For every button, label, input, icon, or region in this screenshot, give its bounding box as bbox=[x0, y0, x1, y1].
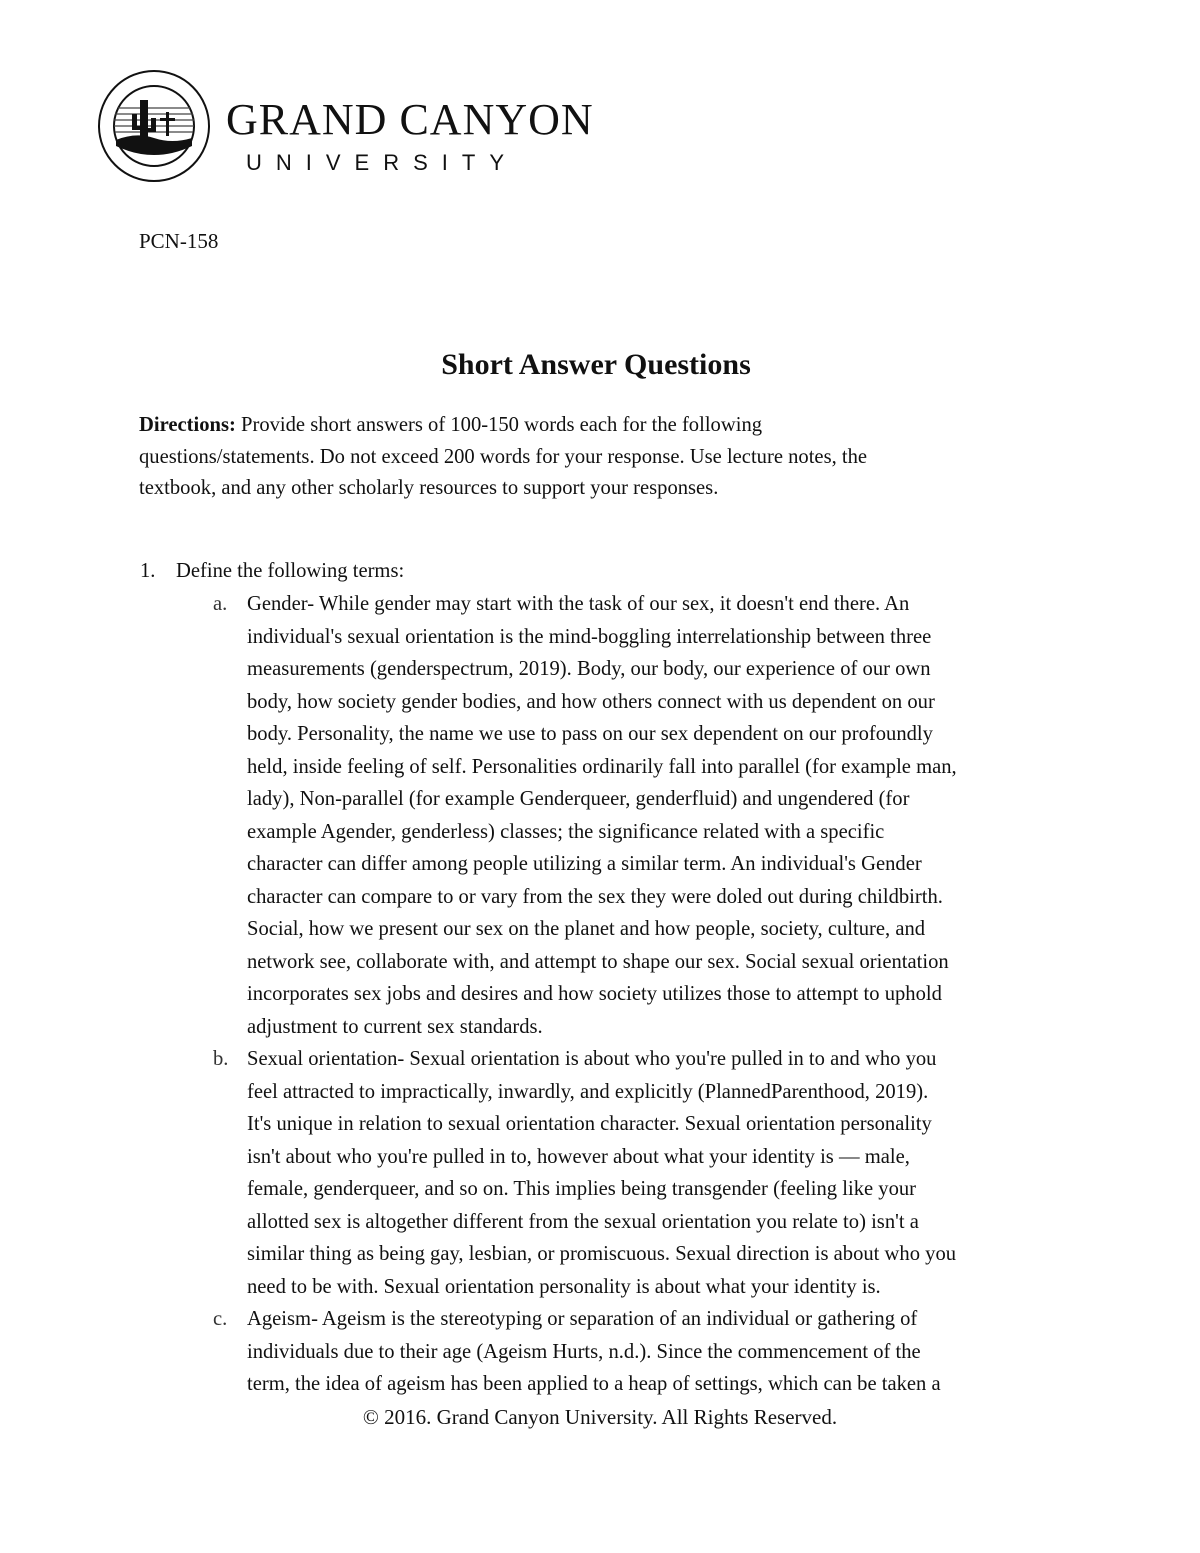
term-definition bbox=[247, 1303, 941, 1401]
definition-line: need to be with. Sexual orientation personality is about what your identity is. bbox=[247, 1275, 881, 1298]
definition-line: similar thing as being gay, lesbian, or promiscuous. Sexual direction is about who you bbox=[247, 1243, 957, 1265]
university-seal-icon bbox=[96, 68, 212, 184]
question-number: 1. bbox=[140, 560, 156, 582]
directions-line: questions/statements. Do not exceed 200 words for your response. Use lecture notes, the bbox=[139, 445, 868, 468]
definition-line: term, the idea of ageism has been applied to a heap of settings, which can be taken a bbox=[247, 1373, 941, 1395]
definition-line: measurements (genderspectrum, 2019). Body, our body, our experience of our own bbox=[247, 658, 931, 680]
definition-line: lady), Non-parallel (for example Genderqueer, genderfluid) and ungendered (for bbox=[247, 788, 910, 810]
directions-label: Directions: bbox=[139, 414, 236, 436]
term-letter: b. bbox=[213, 1048, 229, 1070]
definition-line: network see, collaborate with, and attempt to shape our sex. Social sexual orientation bbox=[247, 950, 949, 973]
page-title: Short Answer Questions bbox=[441, 348, 751, 381]
logo-wordmark: GRAND CANYON bbox=[226, 95, 594, 144]
definition-line: Sexual orientation- Sexual orientation is about who you're pulled in to and who you bbox=[247, 1048, 937, 1070]
definition-line: allotted sex is altogether different from the sexual orientation you relate to) isn't a bbox=[247, 1210, 919, 1233]
term-definition bbox=[247, 588, 957, 1043]
definition-line: Gender- While gender may start with the task of our sex, it doesn't end there. An bbox=[247, 593, 910, 615]
directions-line: textbook, and any other scholarly resources to support your responses. bbox=[139, 477, 719, 499]
definition-line: It's unique in relation to sexual orientation character. Sexual orientation personality bbox=[247, 1113, 932, 1135]
definition-line: incorporates sex jobs and desires and how society utilizes those to attempt to uphold bbox=[247, 983, 942, 1005]
definition-line: body, how society gender bodies, and how others connect with us dependent on our bbox=[247, 690, 935, 713]
definition-line: body. Personality, the name we use to pass on our sex dependent on our profoundly bbox=[247, 723, 933, 745]
term-letter: c. bbox=[213, 1308, 228, 1330]
university-logo bbox=[96, 68, 594, 188]
copyright-footer: © 2016. Grand Canyon University. All Rights Reserved. bbox=[362, 1405, 838, 1429]
directions-line: Directions: Provide short answers of 100-150 words each for the following bbox=[139, 414, 763, 436]
question-text: Define the following terms: bbox=[176, 560, 405, 582]
definition-line: individual's sexual orientation is the mind-boggling interrelationship between three bbox=[247, 625, 932, 648]
directions bbox=[139, 410, 867, 505]
course-code: PCN-158 bbox=[139, 229, 219, 253]
definition-line: Ageism- Ageism is the stereotyping or separation of an individual or gathering of bbox=[247, 1308, 918, 1330]
definition-line: character can differ among people utilizing a similar term. An individual's Gender bbox=[247, 853, 922, 875]
definition-line: Social, how we present our sex on the planet and how people, society, culture, and bbox=[247, 918, 926, 940]
definition-line: individuals due to their age (Ageism Hurts, n.d.). Since the commencement of the bbox=[247, 1340, 921, 1363]
definition-line: female, genderqueer, and so on. This implies being transgender (feeling like your bbox=[247, 1178, 917, 1200]
definition-line: character can compare to or vary from the sex they were doled out during childbirth. bbox=[247, 885, 943, 908]
term-letter: a. bbox=[213, 593, 228, 615]
logo-subtext: UNIVERSITY bbox=[246, 150, 519, 175]
definition-line: feel attracted to impractically, inwardly, and explicitly (PlannedParenthood, 2019). bbox=[247, 1080, 929, 1103]
definition-line: isn't about who you're pulled in to, however about what your identity is — male, bbox=[247, 1145, 910, 1168]
definition-line: example Agender, genderless) classes; the significance related with a specific bbox=[247, 820, 885, 843]
definition-line: adjustment to current sex standards. bbox=[247, 1015, 543, 1038]
definition-line: held, inside feeling of self. Personalities ordinarily fall into parallel (for example man, bbox=[247, 755, 957, 778]
term-definition bbox=[247, 1043, 956, 1303]
